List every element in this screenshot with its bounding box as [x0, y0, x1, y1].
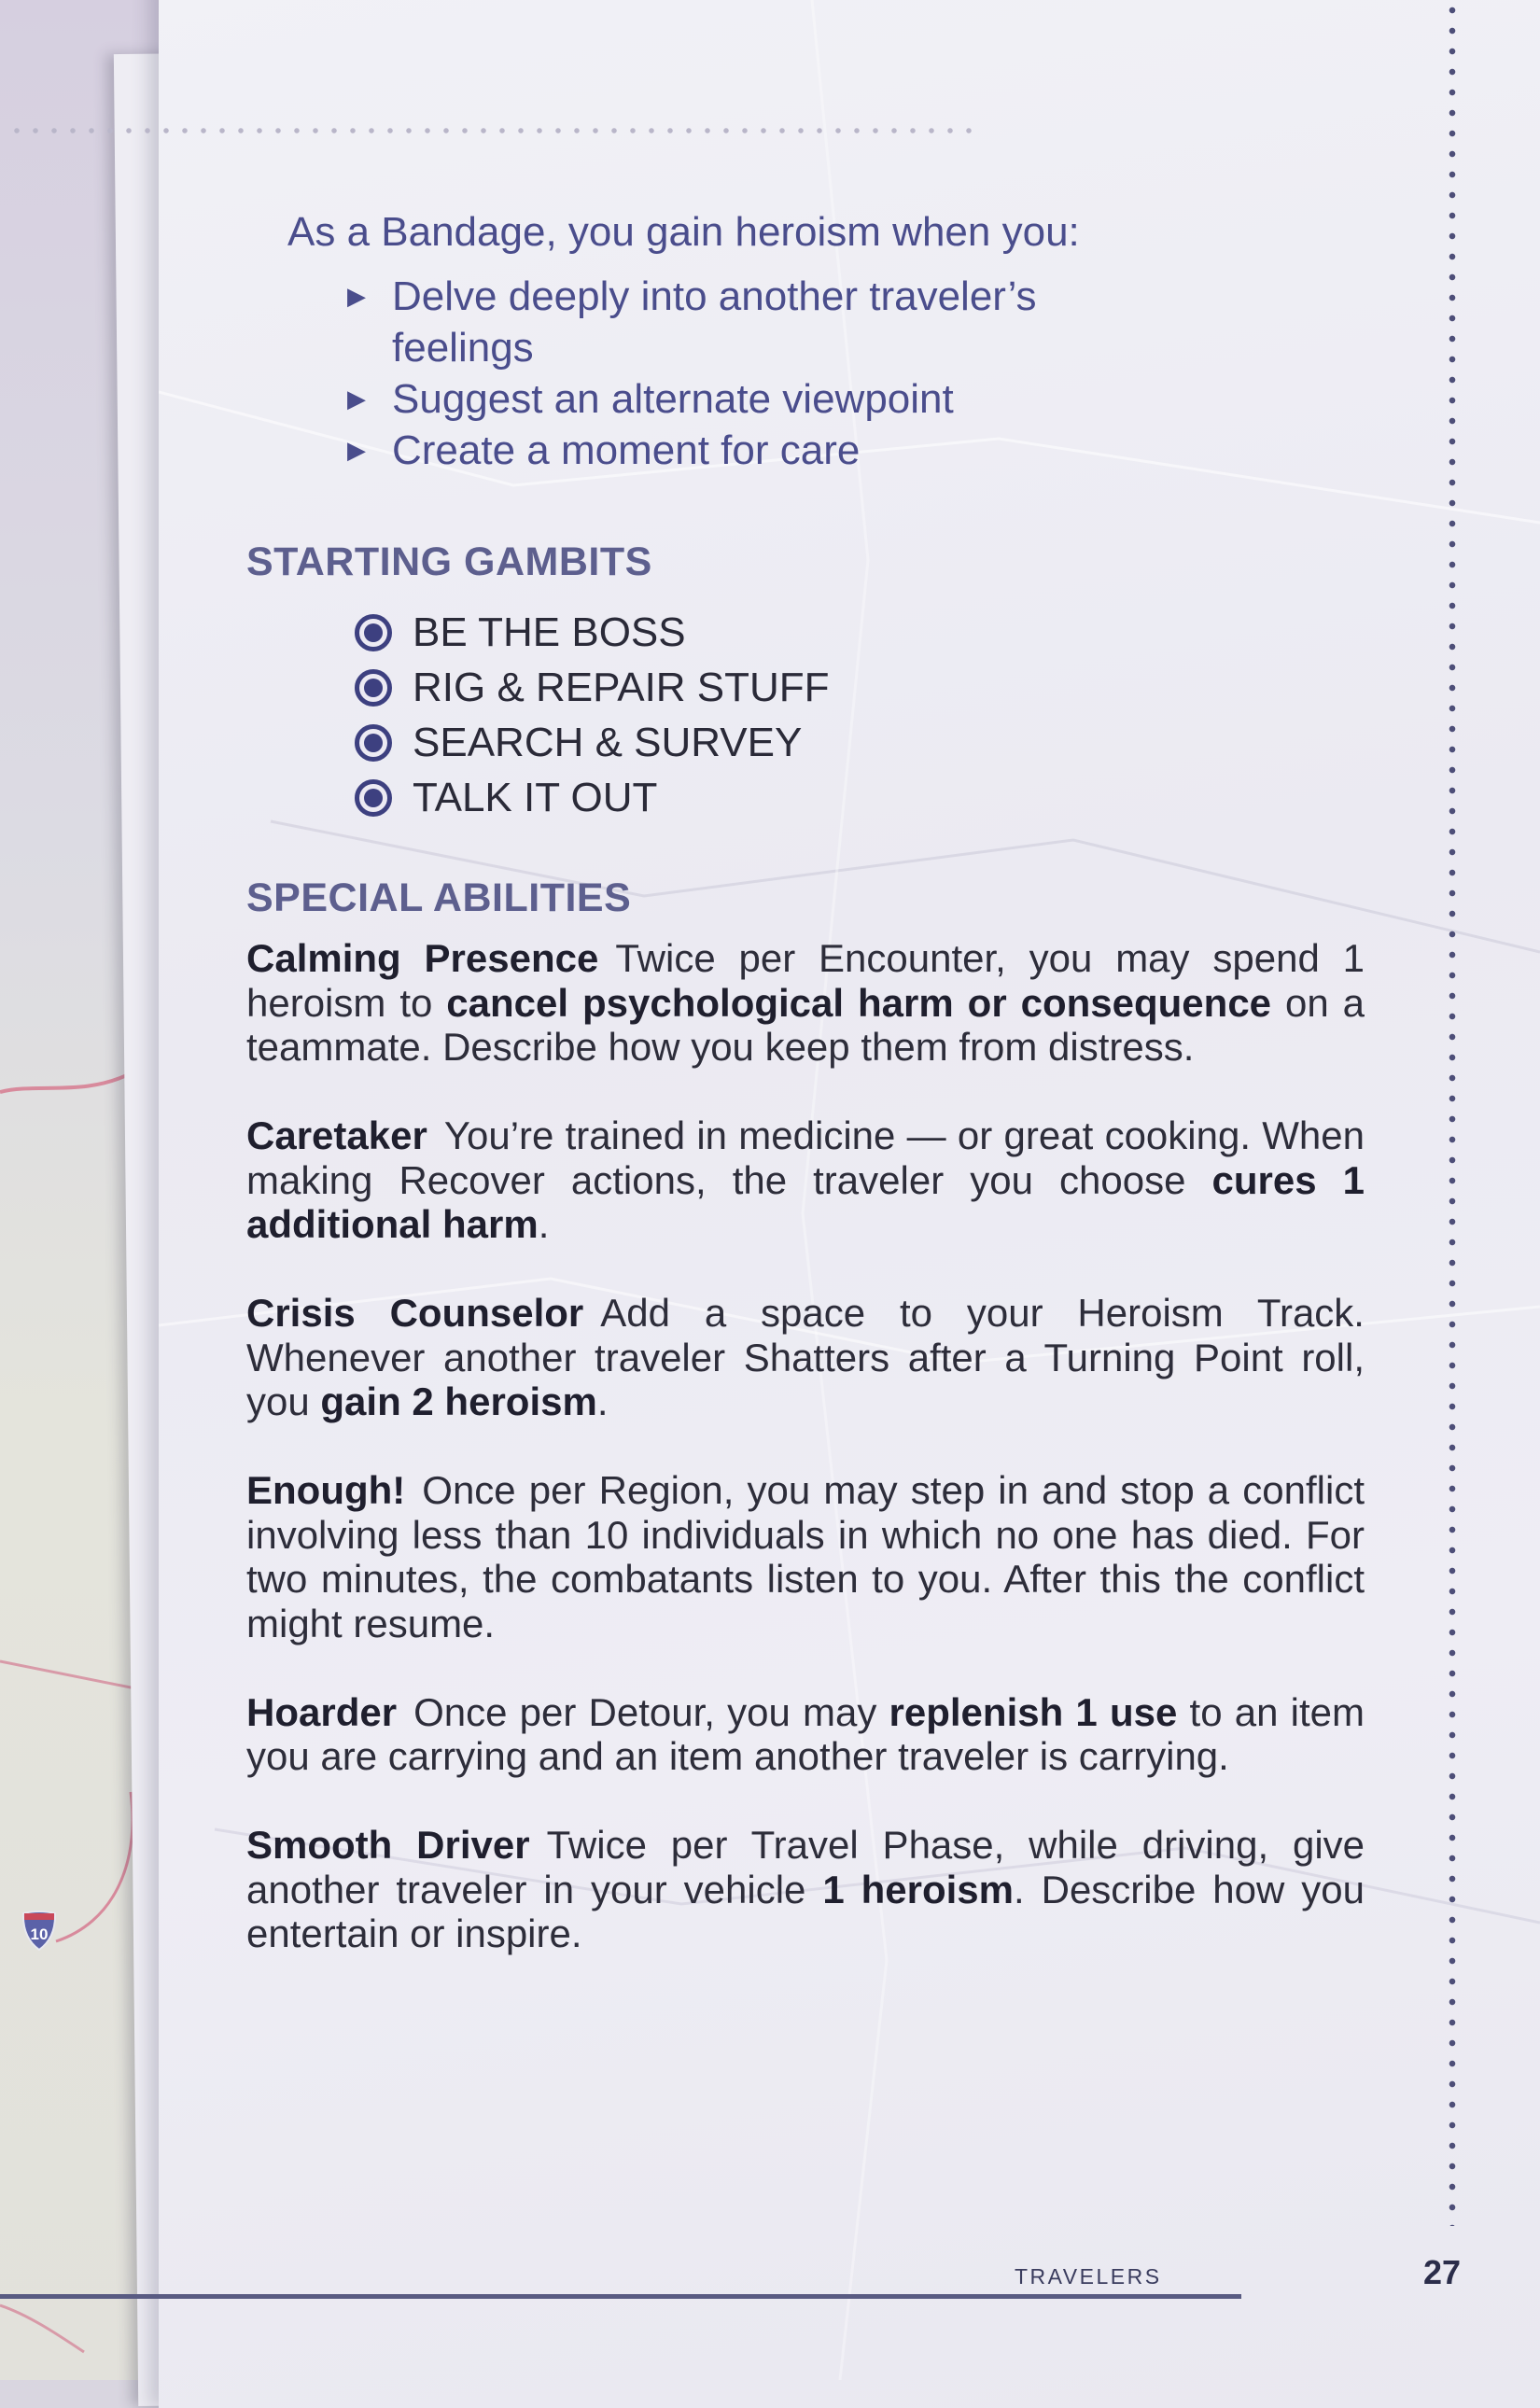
svg-text:10: 10	[30, 1925, 49, 1943]
heroism-trigger-list	[347, 271, 1187, 476]
bullet-arrow-icon: ▶	[347, 282, 366, 310]
page-number: 27	[1423, 2253, 1462, 2291]
ability-smooth-driver: Smooth Driver Twice per Travel Phase, while driving, give another traveler in your vehicle 1 heroism. Describe how you entertain or inspire.	[246, 1823, 1365, 1955]
heroism-intro: As a Bandage, you gain heroism when you:	[287, 209, 1080, 255]
gambit-rig-repair-stuff: RIG & REPAIR STUFF	[355, 660, 830, 715]
list-item: ▶ Suggest an alternate viewpoint	[347, 373, 1187, 425]
radio-filled-icon	[355, 779, 392, 817]
footer-section-label: TRAVELERS	[1015, 2264, 1162, 2289]
radio-filled-icon	[355, 669, 392, 707]
ability-calming-presence: Calming Presence Twice per Encounter, you may spend 1 heroism to cancel psychological harm or consequence on a teammate. Describe how you keep them from distress.	[246, 936, 1365, 1069]
gambit-be-the-boss: BE THE BOSS	[355, 605, 830, 660]
radio-filled-icon	[355, 614, 392, 651]
gambit-search-survey: SEARCH & SURVEY	[355, 715, 830, 770]
ability-name: Hoarder	[246, 1689, 398, 1734]
ability-hoarder: Hoarder Once per Detour, you may replenish 1 use to an item you are carrying and an item another traveler is carrying.	[246, 1689, 1365, 1778]
special-abilities-list	[246, 936, 1365, 2000]
bullet-arrow-icon: ▶	[347, 436, 366, 464]
ability-name: Smooth Driver	[246, 1823, 530, 1867]
starting-gambits-list	[355, 605, 830, 825]
ability-caretaker: Caretaker You’re trained in medicine — or great cooking. When making Recover actions, the traveler you choose cures 1 additional harm.	[246, 1113, 1365, 1246]
special-abilities-heading: SPECIAL ABILITIES	[246, 875, 632, 920]
gambit-talk-it-out: TALK IT OUT	[355, 770, 830, 825]
ability-name: Crisis Counselor	[246, 1291, 584, 1335]
ability-enough: Enough! Once per Region, you may step in and stop a conflict involving less than 10 individuals in which no one has died. For two minutes, the combatants listen to you. After this the conflict might resume.	[246, 1468, 1365, 1645]
ability-crisis-counselor: Crisis Counselor Add a space to your Heroism Track. Whenever another traveler Shatters after a Turning Point roll, you gain 2 heroism.	[246, 1291, 1365, 1423]
ability-name: Enough!	[246, 1468, 406, 1512]
starting-gambits-heading: STARTING GAMBITS	[246, 539, 652, 584]
bullet-arrow-icon: ▶	[347, 385, 366, 413]
list-item: ▶ Create a moment for care	[347, 425, 1187, 476]
ability-name: Caretaker	[246, 1113, 427, 1157]
radio-filled-icon	[355, 724, 392, 762]
list-item: ▶ Delve deeply into another traveler’s feelings	[347, 271, 1187, 373]
footer-rule	[0, 2294, 1241, 2299]
ability-name: Calming Presence	[246, 936, 599, 980]
